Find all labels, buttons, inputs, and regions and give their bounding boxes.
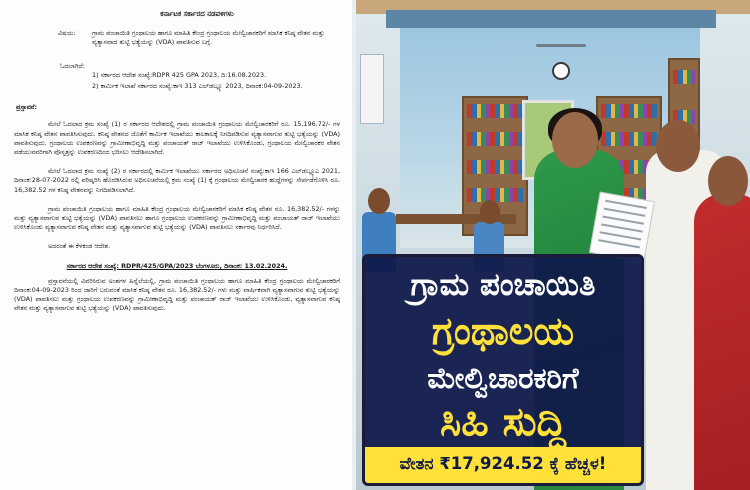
book-row bbox=[467, 104, 523, 118]
headline-line-4: ಸಿಹಿ ಸುದ್ದಿ bbox=[439, 399, 567, 445]
librarian-head bbox=[552, 112, 598, 168]
wall-poster bbox=[360, 54, 384, 124]
ceiling-fan bbox=[536, 44, 586, 47]
book-row bbox=[467, 132, 523, 146]
child-head-2 bbox=[480, 200, 500, 224]
reference-1: 1) ಸರ್ಕಾರದ ಆದೇಶ ಸಂಖ್ಯೆ:RDPR 425 GPA 2023, ದಿ:16.08.2023. bbox=[92, 70, 267, 79]
headline-line-1: ಗ್ರಾಮ ಪಂಚಾಯಿತಿ bbox=[410, 267, 596, 303]
book-row bbox=[467, 188, 523, 202]
door-frame bbox=[386, 10, 716, 28]
book-row bbox=[673, 70, 695, 84]
book-row bbox=[601, 104, 657, 118]
salary-text: ವೇತನ ₹17,924.52 ಕ್ಕೆ ಹೆಚ್ಚಳ! bbox=[399, 454, 607, 473]
book-row bbox=[467, 160, 523, 174]
book-row bbox=[601, 132, 657, 146]
elderly-man-head bbox=[656, 120, 700, 172]
order-paper bbox=[589, 192, 655, 263]
headline-box bbox=[362, 254, 644, 486]
references-label: ಓದಲಾಗಿದೆ: bbox=[60, 61, 85, 70]
wall-clock-icon bbox=[552, 62, 570, 80]
preamble-paragraph-2: ಮೇಲೆ ಓದಲಾದ ಕ್ರಮ ಸಂಖ್ಯೆ (2) ರ ಸರ್ಕಾರದಲ್ಲಿ ಕಾರ್ಮಿಕ ಇಲಾಖೆಯು ಸರ್ಕಾರದ ಅಧಿಸೂಚನೆ ಸಂಖ್ಯೆ:ಕಾಇ 166 ಎಲ್‌ಡಬ್ಲ್ಯೂಎ 2021, ದಿನಾಂಕ:28-07-2022 ರಲ್ಲಿ ಪರಿಷ್ಕರಿಸಿ ಹೊರಡಿಸಿರುವ ಅಧಿಸೂಚನೆಯಲ್ಲಿ ಕ್ರಮ ಸಂಖ್ಯೆ (1) ಕ್ಕೆ ಗ್ರಂಥಾಲಯ ಮೇಲ್ವಿಚಾರಕ ಹುದ್ದೆಗಳನ್ನು ಸೇರ್ಪಡೆಗೊಳಿಸಿ ರೂ. 16,382.52 ಗಳ ಕನಿಷ್ಠ ವೇತನವನ್ನು ನಿಗದಿಪಡಿಸಲಾಗಿದೆ. bbox=[14, 167, 340, 194]
woman-red-saree bbox=[694, 194, 750, 490]
subject-label: ವಿಷಯ: bbox=[58, 29, 76, 38]
order-heading: ಸರ್ಕಾರದ ಆದೇಶ ಸಂಖ್ಯೆ: RDPR/425/GPA/2023 ಬೆಂಗಳೂರು, ದಿನಾಂಕ: 13.02.2024. bbox=[66, 261, 288, 270]
preamble-paragraph-4: ಅದರಂತೆ ಈ ಕೆಳಕಂಡ ಆದೇಶ. bbox=[48, 242, 111, 251]
government-order-document bbox=[0, 0, 352, 490]
preamble-paragraph-1: ಮೇಲೆ ಓದಲಾದ ಕ್ರಮ ಸಂಖ್ಯೆ (1) ರ ಸರ್ಕಾರದ ಆದೇಶದಲ್ಲಿ ಗ್ರಾಮ ಪಂಚಾಯಿತಿ ಗ್ರಂಥಾಲಯ ಮೇಲ್ವಿಚಾರಕರಿಗೆ ರೂ. 15,196.72/- ಗಳ ಮಾಸಿಕ ಕನಿಷ್ಠ ವೇತನ ಪಾವತಿಸಿಸುವುದು. ಕನಿಷ್ಠ ವೇತನದ ಜೊತೆಗೆ ಕಾರ್ಮಿಕ ಇಲಾಖೆಯು ಕಾಲಕಾಲಕ್ಕೆ ನಿಗದಿಪಡಿಸುವ ವ್ಯತ್ಯಾಸವಾಗುವ ತುಟ್ಟಿ ಭತ್ಯೆಯನ್ನು (VDA) ಪಾವತಿಸುವುದು. ಗ್ರಂಥಾಲಯ ಉಪಕರಣವನ್ನು ಗ್ರಾಮೀಣಾಭಿವೃದ್ಧಿ ಮತ್ತು ಪಂಚಾಯತ್ ರಾಜ್ ಇಲಾಖೆಯು ಉಳಿಸಿಕೊಂಡು, ಗ್ರಂಥಾಲಯ ಮೇಲ್ವಿಚಾರಕರ ವೇತನ ಪಡೆಯುವವರಿಗಾಗಿ ಪೊಸೃತ್ತನ್ನು ಉಪಕರಣದಿಂದ ಭರಿಸಲು ಆದೇಶಿಸಲಾಗಿದೆ. bbox=[14, 120, 340, 157]
reference-2: 2) ಕಾರ್ಮಿಕ ಇಲಾಖೆ ಸರ್ಕಾರದ ಸಂಖ್ಯೆ:ಕಾಇ 313 ಎಲ್‌ಡಬ್ಲ್ಯೂ 2023, ದಿನಾಂಕ:04-09-2023. bbox=[92, 82, 303, 91]
salary-banner bbox=[365, 447, 641, 483]
order-paragraph: ಪ್ರಸ್ತಾವನೆಯಲ್ಲಿ ವಿವರಿಸಿರುವ ಅಂಶಗಳ ಹಿನ್ನೆಲೆಯಲ್ಲಿ, ಗ್ರಾಮ ಪಂಚಾಯಿತಿ ಗ್ರಂಥಾಲಯ ಹಾಗೂ ಮಾಹಿತಿ ಕೇಂದ್ರ ಗ್ರಂಥಾಲಯ ಮೇಲ್ವಿಚಾರಕರಿಗೆ ದಿನಾಂಕ:04-09-2023 ರಿಂದ ಜಾರಿಗೆ ಬರುವಂತೆ ಮಾಸಿಕ ಕನಿಷ್ಠ ವೇತನ ರೂ. 16,382.52/- ಗಳು ಮತ್ತು ವಾರ್ಷಿಕವಾಗಿ ವ್ಯತ್ಯಾಸವಾಗುವ ತುಟ್ಟಿ ಭತ್ಯೆಯನ್ನು (VDA) ಪಾವತಿಸಲು ಮತ್ತು ಗ್ರಂಥಾಲಯ ಉಪಕರಣವನ್ನು ಗ್ರಾಮೀಣಾಭಿವೃದ್ಧಿ ಮತ್ತು ಪಂಚಾಯತ್ ರಾಜ್ ಇಲಾಖೆಯು ಉಳಿಸಿಕೊಂಡು, ವ್ಯತ್ಯಾಸವಾಗುವ ಕನಿಷ್ಠ ವೇತನ ಮತ್ತು ವ್ಯತ್ಯಾಸವಾಗುವ ತುಟ್ಟಿ ಭತ್ಯೆಯನ್ನು (VDA) ಪಾವತಿಸುವುದು. bbox=[14, 276, 340, 313]
document-header: ಕರ್ನಾಟಕ ಸರ್ಕಾರದ ನಡವಳಿಗಳು bbox=[160, 10, 234, 18]
headline-line-2: ಗ್ರಂಥಾಲಯ bbox=[431, 309, 575, 353]
headline-line-3: ಮೇಲ್ವಿಚಾರಕರಿಗೆ bbox=[427, 361, 579, 395]
child-head-1 bbox=[368, 188, 390, 214]
library-photo bbox=[356, 0, 750, 490]
document-subject bbox=[58, 29, 340, 47]
subject-text: ಗ್ರಾಮ ಪಂಚಾಯಿತಿ ಗ್ರಂಥಾಲಯ ಹಾಗೂ ಮಾಹಿತಿ ಕೇಂದ್ರ ಗ್ರಂಥಾಲಯ ಮೇಲ್ವಿಚಾರಕರಿಗೆ ಮಾಸಿಕ ಕನಿಷ್ಠ ವೇತನ ಮತ್ತು ವ್ಯತ್ಯಾಸವಾದ ತುಟ್ಟಿ ಭತ್ಯೆಯನ್ನು (VDA) ಪಾವತಿಸುವ ಬಗ್ಗೆ. bbox=[92, 29, 325, 47]
preamble-label: ಪ್ರಸ್ತಾವನೆ: bbox=[16, 103, 38, 112]
woman-red-saree-head bbox=[708, 156, 748, 206]
preamble-paragraph-3: ಗ್ರಾಮ ಪಂಚಾಯಿತಿ ಗ್ರಂಥಾಲಯ ಹಾಗೂ ಮಾಹಿತಿ ಕೇಂದ್ರ ಗ್ರಂಥಾಲಯ ಮೇಲ್ವಿಚಾರಕರಿಗೆ ಮಾಸಿಕ ಕನಿಷ್ಠ ವೇತನ ರೂ. 16,382.52/- ಗಳನ್ನು ಮತ್ತು ವ್ಯತ್ಯಾಸವಾಗುವ ತುಟ್ಟಿ ಭತ್ಯೆಯನ್ನು (VDA) ಪಾವತಿಸಲು ಹಾಗೂ ಗ್ರಂಥಾಲಯ ಉಪಕರಣವನ್ನು ಗ್ರಾಮೀಣಾಭಿವೃದ್ಧಿ ಮತ್ತು ಪಂಚಾಯತ್ ರಾಜ್ ಇಲಾಖೆಯು ಉಳಿಸಿಕೊಂಡು ವ್ಯತ್ಯಾಸವಾಗುವ ಕನಿಷ್ಠ ವೇತನ ಮತ್ತು ವ್ಯತ್ಯಾಸವಾಗುವ ತುಟ್ಟಿ ಭತ್ಯೆಯನ್ನು (VDA) ಪಾವತಿಸಲು ಸರ್ಕಾರವು ನಿರ್ಧರಿಸಿದೆ. bbox=[14, 204, 340, 232]
